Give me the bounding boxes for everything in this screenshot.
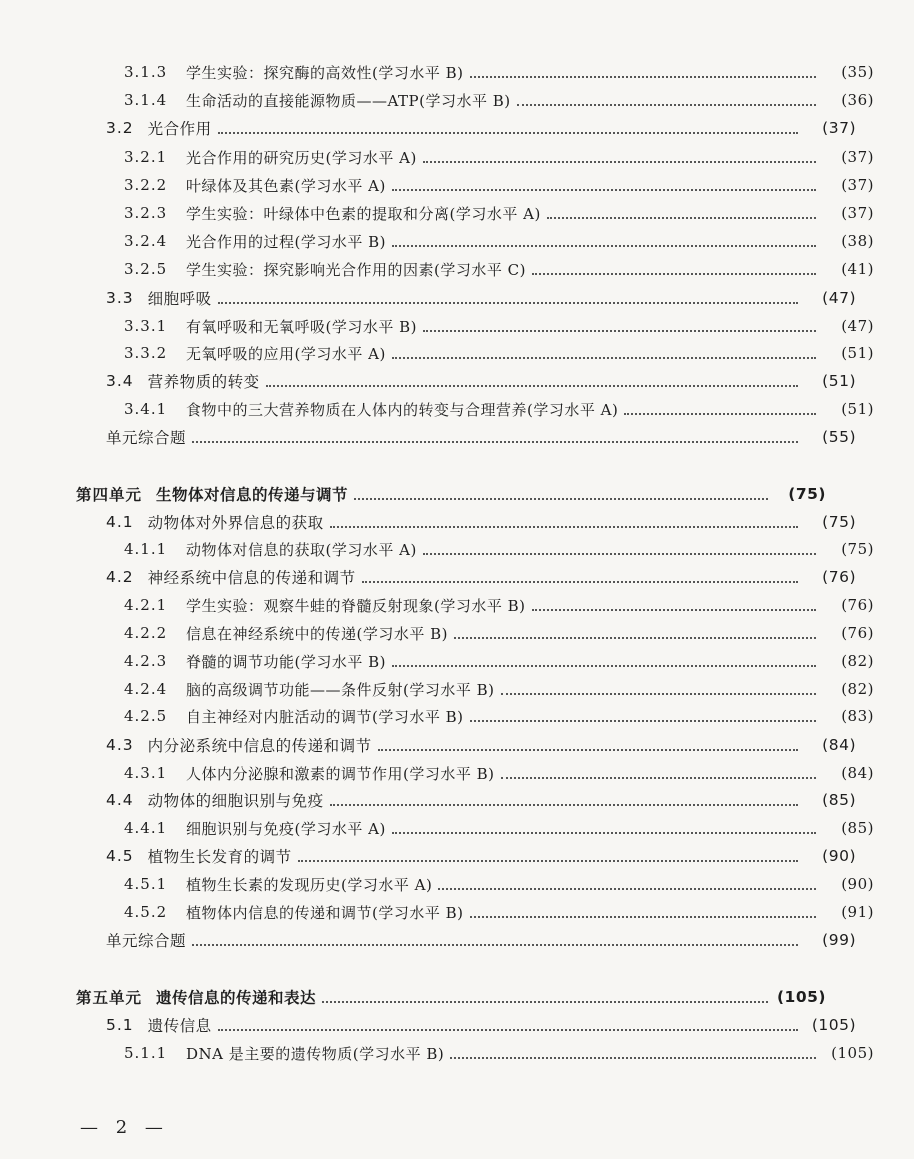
page-number: — 2 — xyxy=(80,1117,169,1138)
toc-entry-page: (47) xyxy=(822,289,856,307)
toc-unit-entry xyxy=(0,984,866,1010)
toc-entry-title: 生物体对信息的传递与调节 xyxy=(156,486,349,504)
toc-entry-page: (91) xyxy=(841,903,874,921)
toc-entry-title: 学生实验：观察牛蛙的脊髓反射现象(学习水平 B) xyxy=(186,596,526,615)
dot-leader xyxy=(501,776,817,779)
toc-entry-number: 4.2 xyxy=(106,568,134,586)
toc-entry-page: (41) xyxy=(841,260,874,278)
dot-leader xyxy=(470,915,817,918)
toc-entry-title: 信息在神经系统中的传递(学习水平 B) xyxy=(186,624,448,643)
toc-section-entry xyxy=(0,368,896,394)
toc-subsection-entry xyxy=(0,760,914,786)
toc-subsection-entry xyxy=(0,144,914,170)
toc-entry-title: 神经系统中信息的传递和调节 xyxy=(147,569,356,587)
toc-entry-page: (37) xyxy=(841,148,874,166)
toc-entry-number: 4.2.1 xyxy=(124,596,168,614)
toc-subsection-entry xyxy=(0,871,914,897)
toc-section-entry xyxy=(0,787,896,813)
toc-section-entry xyxy=(0,509,896,535)
toc-subsection-entry xyxy=(0,899,914,925)
toc-entry-number: 第四单元 xyxy=(76,486,143,504)
toc-entry-page: (76) xyxy=(822,568,856,586)
toc-entry-page: (37) xyxy=(841,176,874,194)
toc-entry-number: 4.1 xyxy=(106,513,134,531)
dot-leader xyxy=(266,384,798,387)
toc-entry-title: 自主神经对内脏活动的调节(学习水平 B) xyxy=(186,707,464,726)
toc-entry-number: 4.4 xyxy=(106,791,134,809)
dot-leader xyxy=(322,1000,768,1003)
dot-leader xyxy=(517,103,816,106)
toc-section-entry xyxy=(0,564,896,590)
toc-entry-number: 3.2.5 xyxy=(124,260,168,278)
dot-leader xyxy=(470,719,817,722)
toc-entry-number: 第五单元 xyxy=(76,989,143,1007)
dot-leader xyxy=(392,244,816,247)
toc-entry-number: 3.2.4 xyxy=(124,232,168,250)
toc-entry-title: 植物体内信息的传递和调节(学习水平 B) xyxy=(186,903,464,922)
toc-entry-number: 4.3 xyxy=(106,736,134,754)
toc-section-entry xyxy=(0,843,896,869)
dot-leader xyxy=(392,188,816,191)
toc-entry-number: 4.2.4 xyxy=(124,680,168,698)
toc-entry-page: (75) xyxy=(841,540,874,558)
dot-leader xyxy=(362,580,798,583)
toc-entry-number: 3.2.3 xyxy=(124,204,168,222)
dot-leader xyxy=(192,440,798,443)
dot-leader xyxy=(532,272,816,275)
toc-entry-number: 3.1.3 xyxy=(124,63,168,81)
toc-entry-number: 4.5.1 xyxy=(124,875,168,893)
toc-entry-title: 学生实验：叶绿体中色素的提取和分离(学习水平 A) xyxy=(186,204,541,223)
toc-subsection-entry xyxy=(0,1040,914,1066)
toc-entry-page: (37) xyxy=(841,204,874,222)
toc-entry-page: (82) xyxy=(841,680,874,698)
toc-entry-title: 遗传信息 xyxy=(147,1017,212,1035)
toc-entry-title: 光合作用的研究历史(学习水平 A) xyxy=(186,148,417,167)
toc-entry-number: 4.2.2 xyxy=(124,624,168,642)
toc-entry-title: 人体内分泌腺和激素的调节作用(学习水平 B) xyxy=(186,764,495,783)
toc-entry-title: 动物体对外界信息的获取 xyxy=(147,514,324,532)
toc-entry-page: (51) xyxy=(841,400,874,418)
toc-entry-title: 细胞识别与免疫(学习水平 A) xyxy=(186,819,386,838)
toc-entry-title: 细胞呼吸 xyxy=(147,290,212,308)
toc-summary-entry xyxy=(0,424,896,450)
toc-subsection-entry xyxy=(0,676,914,702)
toc-entry-page: (75) xyxy=(788,485,826,503)
toc-entry-page: (55) xyxy=(822,428,856,446)
toc-subsection-entry xyxy=(0,815,914,841)
toc-entry-page: (85) xyxy=(841,819,874,837)
toc-entry-title: 单元综合题 xyxy=(106,429,187,447)
toc-subsection-entry xyxy=(0,200,914,226)
dot-leader xyxy=(454,636,816,639)
dot-leader xyxy=(450,1056,816,1059)
toc-summary-entry xyxy=(0,927,896,953)
toc-entry-number: 4.1.1 xyxy=(124,540,168,558)
dot-leader xyxy=(501,692,817,695)
toc-entry-page: (99) xyxy=(822,931,856,949)
toc-entry-number: 5.1.1 xyxy=(124,1044,168,1062)
toc-entry-title: 内分泌系统中信息的传递和调节 xyxy=(147,737,372,755)
toc-entry-number: 3.2.1 xyxy=(124,148,168,166)
dot-leader xyxy=(218,1028,798,1031)
toc-subsection-entry xyxy=(0,172,914,198)
toc-entry-page: (105) xyxy=(776,988,826,1006)
toc-section-entry xyxy=(0,732,896,758)
dot-leader xyxy=(392,356,816,359)
toc-section-entry xyxy=(0,285,896,311)
toc-entry-page: (76) xyxy=(841,624,874,642)
toc-entry-number: 4.3.1 xyxy=(124,764,168,782)
toc-entry-title: 学生实验：探究酶的高效性(学习水平 B) xyxy=(186,63,464,82)
dot-leader xyxy=(547,216,816,219)
toc-entry-number: 3.2.2 xyxy=(124,176,168,194)
dot-leader xyxy=(378,748,798,751)
toc-entry-number: 4.4.1 xyxy=(124,819,168,837)
toc-section-entry xyxy=(0,1012,896,1038)
toc-entry-page: (84) xyxy=(841,764,874,782)
toc-entry-number: 4.5 xyxy=(106,847,134,865)
toc-entry-number: 3.3.1 xyxy=(124,317,168,335)
toc-entry-number: 4.2.3 xyxy=(124,652,168,670)
toc-entry-page: (75) xyxy=(822,513,856,531)
toc-entry-title: 学生实验：探究影响光合作用的因素(学习水平 C) xyxy=(186,260,526,279)
toc-subsection-entry xyxy=(0,703,914,729)
toc-entry-title: 脊髓的调节功能(学习水平 B) xyxy=(186,652,386,671)
dot-leader xyxy=(423,329,816,332)
dot-leader xyxy=(218,131,798,134)
toc-entry-title: 光合作用 xyxy=(147,120,212,138)
toc-entry-number: 4.5.2 xyxy=(124,903,168,921)
dot-leader xyxy=(423,160,816,163)
toc-entry-number: 5.1 xyxy=(106,1016,134,1034)
dot-leader xyxy=(532,608,817,611)
toc-entry-title: DNA 是主要的遗传物质(学习水平 B) xyxy=(186,1044,445,1063)
toc-entry-page: (82) xyxy=(841,652,874,670)
toc-entry-page: (84) xyxy=(822,736,856,754)
toc-entry-title: 有氧呼吸和无氧呼吸(学习水平 B) xyxy=(186,317,417,336)
toc-subsection-entry xyxy=(0,87,914,113)
toc-subsection-entry xyxy=(0,256,914,282)
toc-entry-page: (105) xyxy=(831,1044,874,1062)
dot-leader xyxy=(624,412,816,415)
toc-entry-page: (51) xyxy=(822,372,856,390)
dot-leader xyxy=(354,497,768,500)
toc-entry-title: 遗传信息的传递和表达 xyxy=(156,989,317,1007)
dot-leader xyxy=(330,525,798,528)
toc-entry-page: (83) xyxy=(841,707,874,725)
toc-entry-title: 食物中的三大营养物质在人体内的转变与合理营养(学习水平 A) xyxy=(186,400,619,419)
toc-subsection-entry xyxy=(0,59,914,85)
toc-subsection-entry xyxy=(0,313,914,339)
toc-entry-number: 4.2.5 xyxy=(124,707,168,725)
toc-entry-page: (38) xyxy=(841,232,874,250)
dot-leader xyxy=(298,859,798,862)
dot-leader xyxy=(192,943,798,946)
toc-entry-title: 单元综合题 xyxy=(106,932,187,950)
toc-entry-page: (105) xyxy=(811,1016,856,1034)
dot-leader xyxy=(218,301,798,304)
toc-section-entry xyxy=(0,115,896,141)
toc-entry-title: 动物体的细胞识别与免疫 xyxy=(147,792,324,810)
toc-entry-title: 动物体对信息的获取(学习水平 A) xyxy=(186,540,417,559)
dot-leader xyxy=(392,664,816,667)
toc-entry-title: 光合作用的过程(学习水平 B) xyxy=(186,232,386,251)
toc-entry-title: 无氧呼吸的应用(学习水平 A) xyxy=(186,344,386,363)
toc-subsection-entry xyxy=(0,620,914,646)
dot-leader xyxy=(392,831,816,834)
toc-entry-number: 3.3.2 xyxy=(124,344,168,362)
toc-entry-title: 生命活动的直接能源物质——ATP(学习水平 B) xyxy=(186,91,511,110)
toc-subsection-entry xyxy=(0,340,914,366)
toc-entry-title: 植物生长素的发现历史(学习水平 A) xyxy=(186,875,433,894)
toc-unit-entry xyxy=(0,481,866,507)
toc-subsection-entry xyxy=(0,536,914,562)
toc-entry-page: (90) xyxy=(822,847,856,865)
toc-subsection-entry xyxy=(0,396,914,422)
toc-entry-title: 植物生长发育的调节 xyxy=(147,848,292,866)
toc-entry-page: (36) xyxy=(841,91,874,109)
toc-entry-page: (37) xyxy=(822,119,856,137)
toc-entry-number: 3.4.1 xyxy=(124,400,168,418)
toc-entry-page: (47) xyxy=(841,317,874,335)
toc-entry-number: 3.3 xyxy=(106,289,134,307)
toc-subsection-entry xyxy=(0,228,914,254)
toc-entry-number: 3.4 xyxy=(106,372,134,390)
dot-leader xyxy=(330,803,798,806)
toc-entry-page: (90) xyxy=(841,875,874,893)
dot-leader xyxy=(438,887,816,890)
toc-subsection-entry xyxy=(0,648,914,674)
toc-entry-title: 营养物质的转变 xyxy=(147,373,260,391)
toc-entry-number: 3.2 xyxy=(106,119,134,137)
toc-entry-title: 叶绿体及其色素(学习水平 A) xyxy=(186,176,386,195)
toc-entry-page: (51) xyxy=(841,344,874,362)
dot-leader xyxy=(423,552,816,555)
toc-entry-page: (85) xyxy=(822,791,856,809)
dot-leader xyxy=(470,75,817,78)
toc-entry-number: 3.1.4 xyxy=(124,91,168,109)
toc-entry-title: 脑的高级调节功能——条件反射(学习水平 B) xyxy=(186,680,495,699)
toc-entry-page: (35) xyxy=(841,63,874,81)
toc-entry-page: (76) xyxy=(841,596,874,614)
toc-subsection-entry xyxy=(0,592,914,618)
